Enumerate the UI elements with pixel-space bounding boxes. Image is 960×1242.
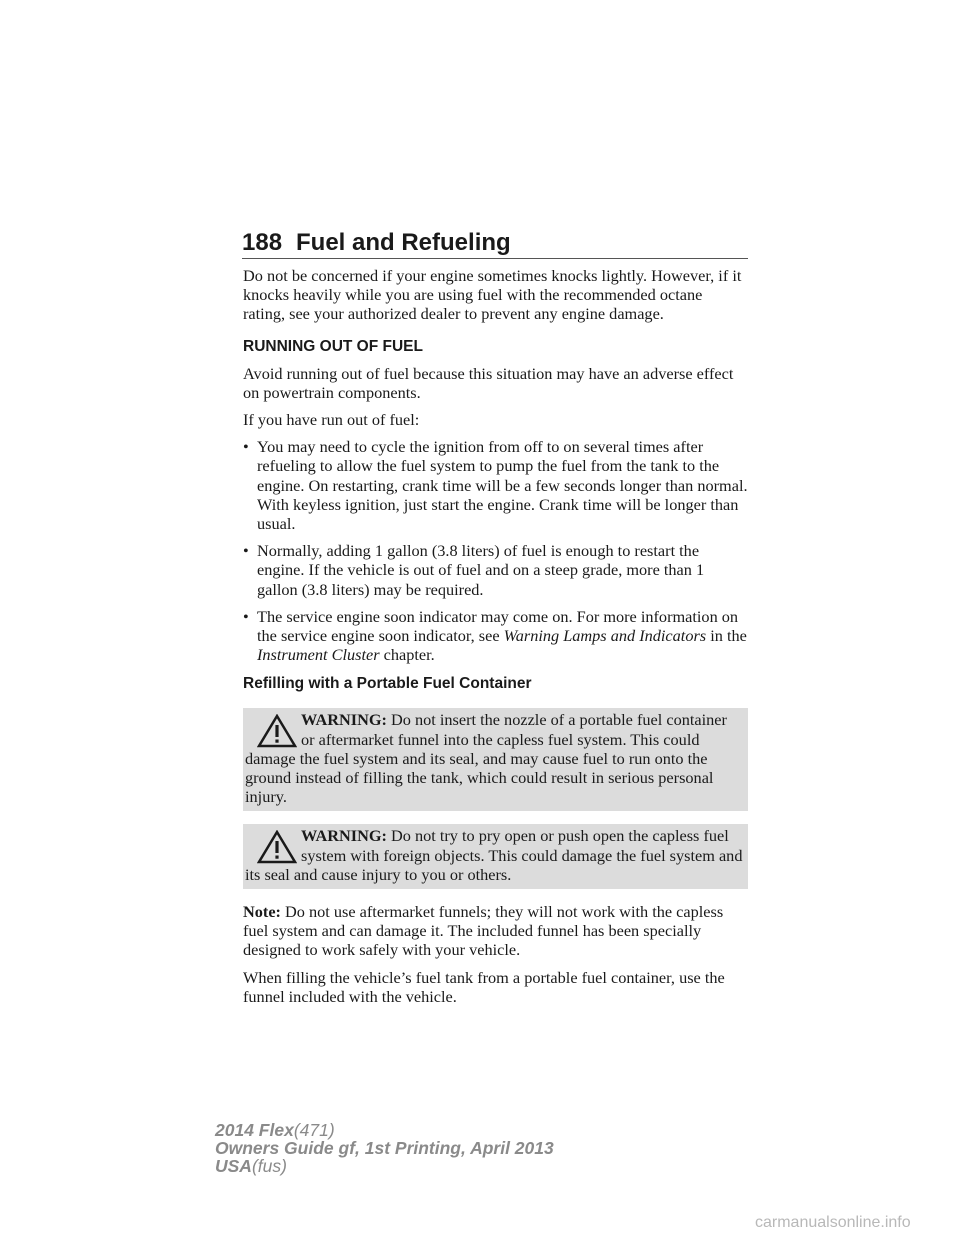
bullet-glyph: • xyxy=(243,541,249,561)
warning-triangle-icon xyxy=(257,830,297,864)
warning-text: Do not insert the nozzle of a portable fuel container or aftermarket funnel into the capless fuel system. This could damage the fuel system and its seal, and may cause fuel to run onto the ground instead of filling the tank, which could result in serious personal injury. xyxy=(245,710,727,807)
cross-reference: Warning Lamps and Indicators xyxy=(503,626,707,646)
final-paragraph: When filling the vehicle’s fuel tank from a portable fuel container, use the funnel included with the vehicle. xyxy=(243,967,725,1006)
bullet-glyph: • xyxy=(243,437,249,457)
warning-triangle-icon xyxy=(257,714,297,748)
warning-label: WARNING: xyxy=(301,826,387,846)
watermark: carmanualsonline.info xyxy=(755,1214,911,1231)
bullet-text: in the xyxy=(706,626,747,646)
bullet-text: You may need to cycle the ignition from off to on several times after refueling to allow the fuel system to pump the fuel from the tank to the engine. On restarting, crank time will be a few seconds longer than normal. With keyless ignition, just start the engine. Crank time will be longer than usual. xyxy=(257,437,748,534)
bullet-text: chapter. xyxy=(379,645,435,665)
page-content xyxy=(243,266,748,1006)
running-out-heading: RUNNING OUT OF FUEL xyxy=(243,337,423,355)
list-item xyxy=(243,541,748,599)
header-rule xyxy=(242,258,748,259)
list-item xyxy=(243,437,748,533)
note-text: Do not use aftermarket funnels; they will not work with the capless fuel system and can damage it. The included funnel has been specially designed to work safely with your vehicle. xyxy=(243,902,724,960)
warning-box xyxy=(243,708,748,811)
running-out-para1: Avoid running out of fuel because this situation may have an adverse effect on powertrain components. xyxy=(243,363,734,402)
warning-label: WARNING: xyxy=(301,710,387,730)
section-title: Fuel and Refueling xyxy=(296,229,511,256)
note-paragraph xyxy=(243,902,748,960)
warning-box xyxy=(243,824,748,889)
list-item xyxy=(243,607,748,665)
intro-paragraph: Do not be concerned if your engine sometimes knocks lightly. However, if it knocks heavily while you are using fuel with the recommended octane rating, see your authorized dealer to prevent any engine damage. xyxy=(243,266,742,324)
page-number: 188 xyxy=(242,229,283,256)
bullet-text: Normally, adding 1 gallon (3.8 liters) of fuel is enough to restart the engine. If the vehicle is out of fuel and on a steep grade, more than 1 gallon (3.8 liters) may be required. xyxy=(257,541,705,599)
running-out-list xyxy=(243,437,748,664)
footer-line-2: Owners Guide gf, 1st Printing, April 2013 xyxy=(215,1138,554,1158)
footer-line-1: 2014 Flex(471) xyxy=(215,1120,335,1140)
refilling-heading: Refilling with a Portable Fuel Container xyxy=(243,675,532,693)
note-label: Note: xyxy=(243,902,281,922)
bullet-glyph: • xyxy=(243,606,249,626)
running-out-para2: If you have run out of fuel: xyxy=(243,410,420,430)
cross-reference: Instrument Cluster xyxy=(257,645,380,665)
print-footer xyxy=(215,1121,554,1175)
warning-text: Do not try to pry open or push open the capless fuel system with foreign objects. This could damage the fuel system and its seal and cause injury to you or others. xyxy=(245,826,743,884)
footer-line-3: USA(fus) xyxy=(215,1156,287,1176)
bullet-text: The service engine soon indicator may come on. For more information on the service engine soon indicator, see xyxy=(257,606,739,646)
